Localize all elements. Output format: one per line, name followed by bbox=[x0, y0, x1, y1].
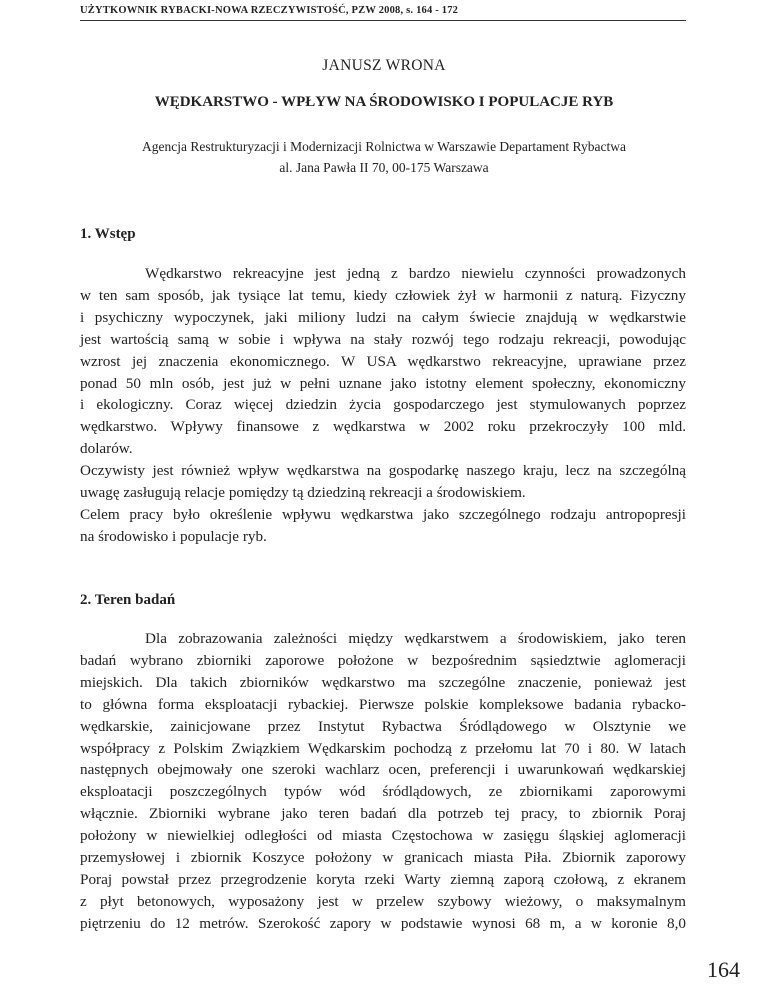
affiliation-line: al. Jana Pawła II 70, 00-175 Warszawa bbox=[279, 159, 489, 175]
text-line: Dla zobrazowania zależności między wędkarstwem a środowiskiem, jako teren bbox=[145, 630, 686, 647]
text-line: piętrzeniu do 12 metrów. Szerokość zapory w podstawie wynosi 68 m, a w koronie 8,0 bbox=[80, 914, 686, 932]
text-line: ponad 50 mln osób, jest już w pełni uznane jako istotny element społeczny, ekonomiczny bbox=[80, 374, 686, 392]
page-number: 164 bbox=[707, 957, 740, 982]
text-line: i psychiczny wypoczynek, jaki miliony ludzi na całym świecie znajdują w wędkarstwie bbox=[80, 308, 686, 326]
text-line: w ten sam sposób, jak tysiące lat temu, kiedy człowiek żył w harmonii z naturą. Fizyczny bbox=[80, 286, 686, 304]
text-line: wzrost jej znaczenia ekonomicznego. W USA wędkarstwo rekreacyjne, uprawiane przez bbox=[80, 352, 686, 370]
text-line: następnych obejmowały one szeroki wachlarz ocen, preferencji i uwarunkowań wędkarskiej bbox=[80, 761, 686, 779]
text-line: jest wartością samą w sobie i wpływa na stały rozwój tego rodzaju rekreacji, powodując bbox=[80, 330, 686, 348]
section-body-introduction bbox=[80, 263, 686, 548]
section-heading-introduction: 1. Wstęp bbox=[80, 226, 136, 242]
text-line: i ekologiczny. Coraz więcej dziedzin życia gospodarczego jest stymulowanych poprzez bbox=[80, 396, 686, 414]
text-line: uwagę zasługują relacje pomiędzy tą dziedziną rekreacji a środowiskiem. bbox=[80, 484, 526, 502]
text-line: przemysłowej i zbiornik Koszyce położony w granicach miasta Piła. Zbiornik zaporowy bbox=[80, 849, 686, 867]
text-line: na środowisko i populacje ryb. bbox=[80, 527, 267, 545]
author-name: JANUSZ WRONA bbox=[322, 57, 446, 74]
text-line: wędkarstwo. Wpływy finansowe z wędkarstwa w 2002 roku przekroczyły 100 mld. bbox=[80, 418, 686, 436]
section-heading-study-area: 2. Teren badań bbox=[80, 592, 176, 608]
header-rule bbox=[80, 20, 686, 21]
text-line: dolarów. bbox=[80, 440, 133, 458]
text-line: badań wybrano zbiorniki zaporowe położone w bezpośrednim sąsiedztwie aglomeracji bbox=[80, 651, 686, 669]
running-head: UŻYTKOWNIK RYBACKI-NOWA RZECZYWISTOŚĆ, PZW 2008, s. 164 - 172 bbox=[80, 5, 459, 16]
affiliation bbox=[0, 137, 768, 178]
text-line: Wędkarstwo rekreacyjne jest jedną z bardzo niewielu czynności prowadzonych bbox=[145, 265, 686, 282]
text-line: Poraj powstał przez przegrodzenie koryta rzeki Warty ziemną zaporą czołową, z ekranem bbox=[80, 870, 686, 888]
text-line: włącznie. Zbiorniki wybrane jako teren badań dla potrzeb tej pracy, to zbiornik Poraj bbox=[80, 805, 686, 823]
text-line: miejskich. Dla takich zbiorników wędkarstwo ma szczególne znaczenie, ponieważ jest bbox=[80, 673, 686, 691]
article-title: WĘDKARSTWO - WPŁYW NA ŚRODOWISKO I POPULACJE RYB bbox=[154, 94, 614, 110]
text-line: eksploatacji poszczególnych typów wód śródlądowych, ze zbiornikami zaporowymi bbox=[80, 783, 686, 801]
text-line: Oczywisty jest również wpływ wędkarstwa na gospodarkę naszego kraju, lecz na szczególną bbox=[80, 462, 686, 480]
text-line: współpracy z Polskim Związkiem Wędkarskim pochodzą z przełomu lat 70 i 80. W latach bbox=[80, 739, 686, 757]
text-line: to główna forma eksploatacji rybackiej. Pierwsze polskie kompleksowe badania rybacko- bbox=[80, 695, 686, 713]
affiliation-line: Agencja Restrukturyzacji i Modernizacji Rolnictwa w Warszawie Departament Rybactwa bbox=[142, 139, 626, 154]
text-line: z płyt betonowych, wyposażony jest w przelew szybowy wieżowy, o maksymalnym bbox=[80, 892, 686, 910]
text-line: wędkarskie, zainicjowane przez Instytut Rybactwa Śródlądowego w Olsztynie we bbox=[80, 717, 686, 735]
text-line: Celem pracy było określenie wpływu wędkarstwa jako szczególnego rodzaju antropopresji bbox=[80, 505, 686, 523]
text-line: położony w niewielkiej odległości od miasta Częstochowa w zasięgu śląskiej aglomeracji bbox=[80, 827, 686, 845]
section-body-study-area bbox=[80, 628, 686, 935]
